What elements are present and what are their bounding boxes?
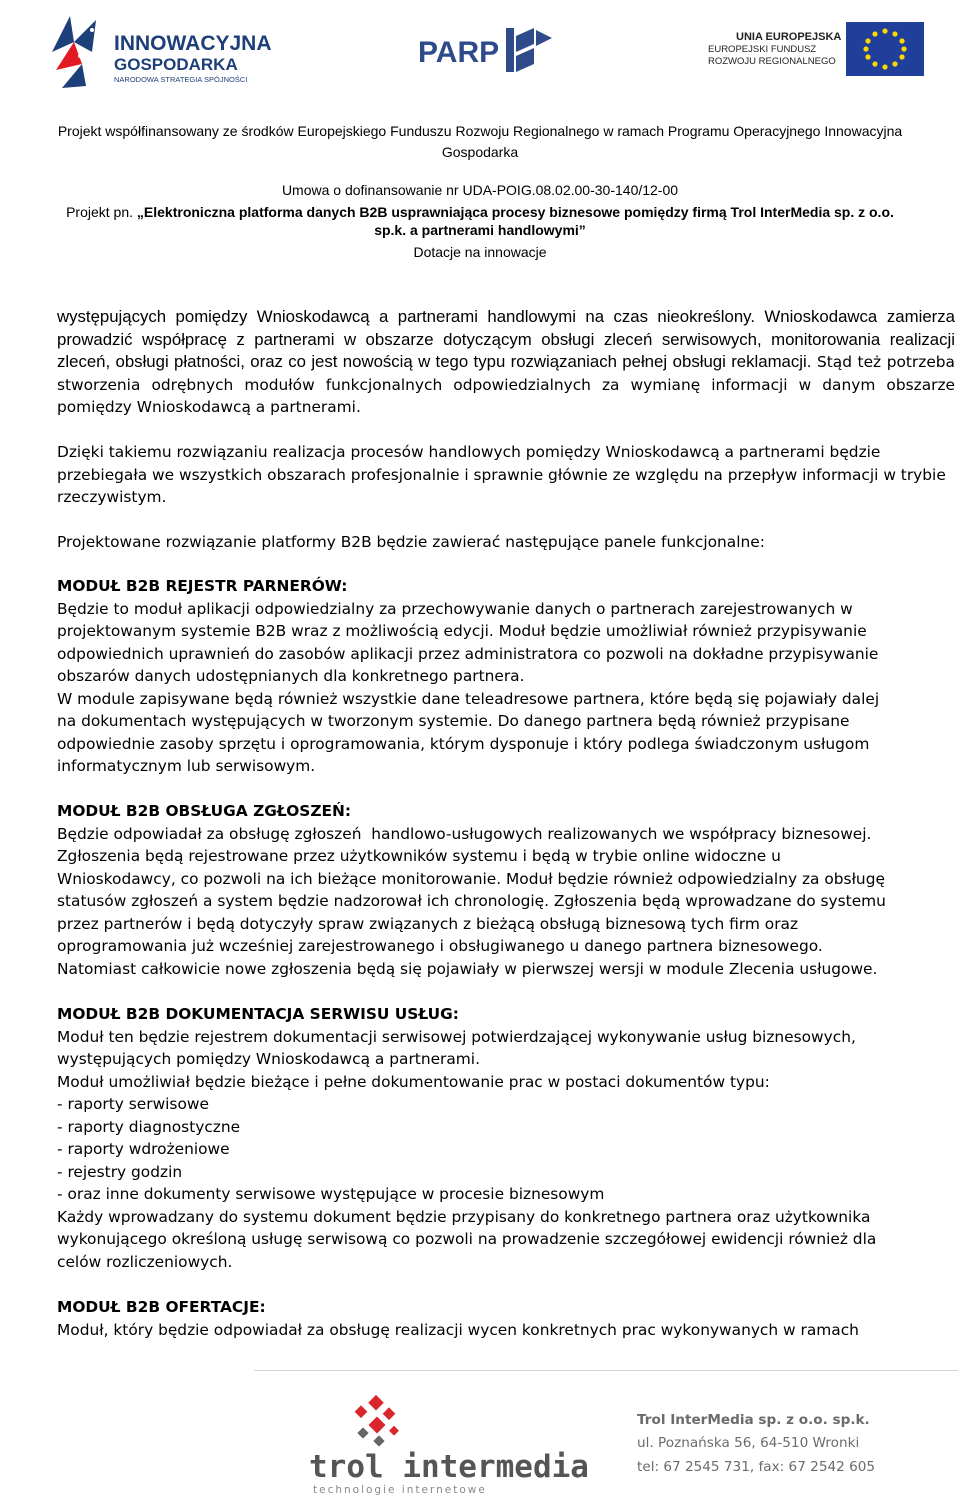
module-line: Będzie to moduł aplikacji odpowiedzialny za przechowywanie danych o partnerach zarejestrowanych w	[57, 599, 853, 618]
module-line: statusów zgłoszeń a system będzie nadzorował ich chronologię. Zgłoszenia będą wprowadzane do systemu	[57, 892, 886, 910]
module-line: Zgłoszenia będą rejestrowane przez użytkowników systemu i będą w trybie online widoczne u	[57, 847, 781, 865]
trol-logo-tagline: technologie internetowe	[313, 1484, 487, 1496]
module-line: przez partnerów i będą dotyczyły spraw związanych z bieżącą obsługą biznesową tych firm oraz	[57, 914, 799, 933]
ig-logo-line1: INNOWACYJNA	[114, 32, 272, 55]
trol-logo-word: trol intermedia	[309, 1449, 589, 1485]
parp-logo-text: PARP	[418, 36, 500, 69]
eu-logo-line2: EUROPEJSKI FUNDUSZ	[708, 44, 817, 55]
module-heading: MODUŁ B2B REJESTR PARNERÓW:	[57, 577, 348, 595]
module-line: Moduł umożliwiał będzie bieżące i pełne dokumentowanie prac w postaci dokumentów typu:	[57, 1072, 770, 1091]
intro-line1-tail: Wnioskodawca	[755, 307, 878, 326]
footer-contact: tel: 67 2545 731, fax: 67 2542 605	[637, 1459, 876, 1475]
project-funding-line1: Projekt współfinansowany ze środków Europejskiego Funduszu Rozwoju Regionalnego w ramach Programu Operacyjnego Innowacyjna	[57, 123, 903, 139]
module-line: - oraz inne dokumenty serwisowe występujące w procesie biznesowym	[57, 1185, 605, 1203]
module-line: Wnioskodawcy, co pozwoli na ich bieżące monitorowanie. Moduł będzie również odpowiedzialny za obsługę	[57, 869, 885, 888]
module-lines	[57, 598, 955, 778]
module-heading: MODUŁ B2B OFERTACJE:	[57, 1298, 266, 1316]
project-title-prefix: Projekt pn.	[66, 204, 137, 220]
module-offers	[57, 1296, 955, 1341]
ig-logo-sub: NARODOWA STRATEGIA SPÓJNOŚCI	[114, 75, 248, 84]
module-line: Każdy wprowadzany do systemu dokument będzie przypisany do konkretnego partnera oraz użytkownika	[57, 1207, 871, 1226]
module-tickets	[57, 800, 955, 980]
module-heading: MODUŁ B2B DOKUMENTACJA SERWISU USŁUG:	[57, 1005, 459, 1023]
footer-company: Trol InterMedia sp. z o.o. sp.k.	[637, 1412, 870, 1428]
module-line: odpowiednich uprawnień do zasobów aplikacji przez administratora co pozwoli na dokładne przypisywanie	[57, 644, 879, 663]
footer-address: ul. Poznańska 56, 64-510 Wronki	[637, 1435, 860, 1451]
module-line: występujących pomiędzy Wnioskodawcą a partnerami.	[57, 1050, 480, 1068]
trol-intermedia-logo	[305, 1393, 589, 1501]
module-line: na dokumentach występujących w tworzonym systemie. Do danego partnera będą również przypisane	[57, 712, 850, 730]
eu-logo-line1: UNIA EUROPEJSKA	[736, 31, 842, 43]
module-line: - raporty wdrożeniowe	[57, 1140, 230, 1158]
module-line: informatycznym lub serwisowym.	[57, 757, 316, 775]
module-heading: MODUŁ B2B OBSŁUGA ZGŁOSZEŃ:	[57, 802, 352, 820]
module-line: Moduł, który będzie odpowiadał za obsługę realizacji wycen konkretnych prac wykonywanych w ramach	[57, 1320, 859, 1339]
module-line: oprogramowania już wcześniej zarejestrowanego i obsługiwanego u danego partnera biznesowego.	[57, 937, 823, 955]
project-title-line2: sp.k. a partnerami handlowymi”	[374, 222, 586, 238]
module-lines	[57, 1319, 955, 1342]
module-line: W module zapisywane będą również wszystkie dane teleadresowe partnera, które będą się pojawiały dalej	[57, 689, 880, 708]
eu-logo-line3: ROZWOJU REGIONALNEGO	[708, 56, 836, 67]
agreement-number: Umowa o dofinansowanie nr UDA-POIG.08.02.00-30-140/12-00	[281, 182, 679, 198]
module-lines	[57, 823, 955, 981]
ig-logo-line2: GOSPODARKA	[114, 55, 238, 74]
intro-rest: zamierza prowadzić współpracę z partnerami w obszarze dotyczącym obsługi zleceń serwisowych, monitorowania realizacji zleceń, obsługi płatności, oraz co jest nowością w tego typu rozwiązaniach pełnej	[57, 307, 955, 371]
module-line: obszarów danych udostępnianych dla konkretnego partnera.	[57, 667, 525, 685]
module-registry	[57, 575, 955, 778]
intro-paragraph	[57, 306, 955, 419]
paragraph-2: Dzięki takiemu rozwiązaniu realizacja procesów handlowych pomiędzy Wnioskodawcą a partnerami będzie przebiegała we wszystkich obszarach profesjonalnie i sprawnie głównie ze względu na przepływ informacji w trybie rzeczywistym.	[57, 443, 946, 506]
module-line: odpowiednie zasoby sprzętu i oprogramowania, którym dysponuje i który podlega świadczonym usługom	[57, 734, 870, 753]
module-line: projektowanym systemie B2B wraz z możliwością edycji. Moduł będzie umożliwiał również przypisywanie	[57, 622, 867, 640]
module-line: Moduł ten będzie rejestrem dokumentacji serwisowej potwierdzającej wykonywanie usług biznesowych,	[57, 1027, 856, 1046]
module-line: Natomiast całkowicie nowe zgłoszenia będą się pojawiały w pierwszej wersji w module Zlecenia usługowe.	[57, 959, 878, 978]
eu-logo	[706, 18, 926, 82]
project-title-line1: „Elektroniczna platforma danych B2B usprawniająca procesy biznesowe pomiędzy firmą Trol InterMedia sp. z o.o.	[136, 204, 894, 220]
parp-logo	[416, 22, 556, 78]
intro-end-b: Stąd też potrzeba stworzenia odrębnych modułów funkcjonalnych odpowiedzialnych za wymianę informacji w danym obszarze pomiędzy Wnioskodawcą a partnerami.	[57, 353, 955, 416]
intro-line1: występujących pomiędzy Wnioskodawcą a partnerami handlowymi na czas nieokreślony.	[57, 307, 755, 326]
module-line: - raporty diagnostyczne	[57, 1117, 241, 1136]
project-funding-line2: Gospodarka	[441, 144, 519, 160]
innowacyjna-gospodarka-logo	[52, 12, 292, 90]
module-line: celów rozliczeniowych.	[57, 1252, 233, 1271]
module-line: wykonującego określoną usługę serwisową co pozwoli na prowadzenie szczegółowej ewidencji również dla	[57, 1230, 877, 1248]
paragraph-3: Projektowane rozwiązanie platformy B2B będzie zawierać następujące panele funkcjonalne:	[57, 533, 765, 551]
module-service-docs	[57, 1003, 955, 1273]
module-lines	[57, 1026, 955, 1274]
footer-divider	[254, 1370, 958, 1371]
module-line: - rejestry godzin	[57, 1162, 183, 1181]
intro-end-a: obsługi reklamacji.	[672, 352, 812, 371]
header-subtitle: Dotacje na innowacje	[413, 244, 547, 260]
module-line: Będzie odpowiadał za obsługę zgłoszeń handlowo-usługowych realizowanych we współpracy biznesowej.	[57, 824, 872, 843]
module-line: - raporty serwisowe	[57, 1095, 209, 1113]
